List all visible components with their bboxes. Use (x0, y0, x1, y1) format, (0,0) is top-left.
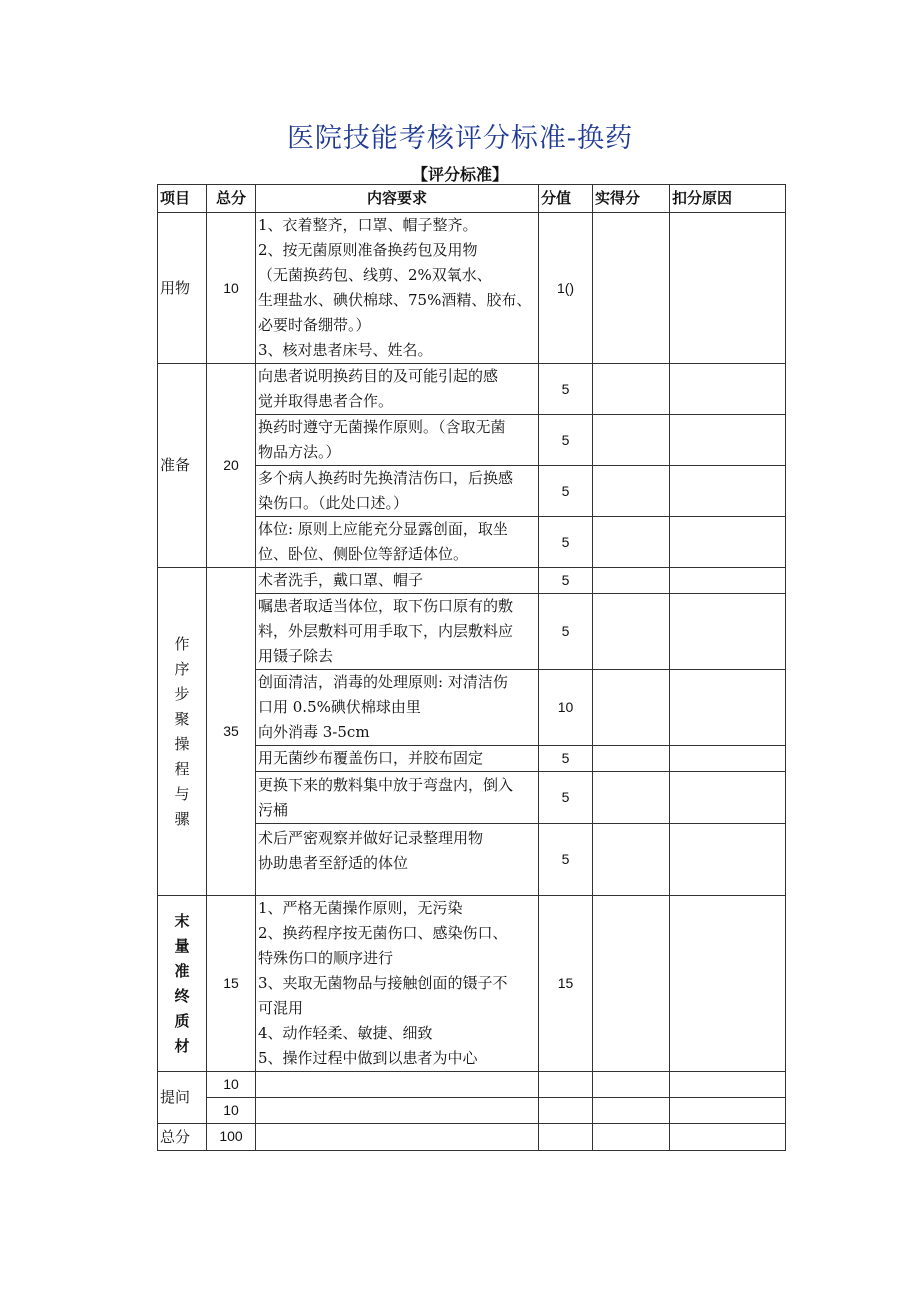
item-score: 15 (539, 896, 593, 1072)
item-content (256, 364, 539, 415)
table-row (158, 896, 786, 1072)
content-line: 1、严格无菌操作原则，无污染 (258, 899, 463, 917)
item-content (256, 213, 539, 364)
content-line: 协助患者至舒适的体位 (258, 854, 409, 872)
deduction-reason-cell (670, 364, 786, 415)
content-line: 特殊伤口的顺序进行 (258, 949, 394, 967)
empty-cell (539, 1124, 593, 1151)
table-row (158, 1124, 786, 1151)
empty-cell (256, 1072, 539, 1098)
item-total: 10 (207, 1072, 256, 1098)
actual-score-cell (593, 772, 670, 824)
content-line: 5、操作过程中做到以患者为中心 (258, 1049, 478, 1067)
item-score: 5 (539, 824, 593, 896)
item-content (256, 824, 539, 896)
content-line: 染伤口。（此处口述。） (258, 494, 409, 512)
actual-score-cell (593, 568, 670, 594)
item-score: 5 (539, 746, 593, 772)
header-actual: 实得分 (593, 185, 670, 213)
actual-score-cell (593, 594, 670, 670)
deduction-reason-cell (670, 213, 786, 364)
item-content (256, 517, 539, 568)
deduction-reason-cell (670, 772, 786, 824)
item-score: 5 (539, 594, 593, 670)
content-line: 用无菌纱布覆盖伤口，并胶布固定 (258, 749, 484, 767)
actual-score-cell (593, 670, 670, 746)
score-table (157, 184, 786, 1151)
content-line: 向患者说明换药目的及可能引起的感 (258, 367, 499, 385)
content-line: 3、核对患者床号、姓名。 (258, 341, 433, 359)
item-total: 100 (207, 1124, 256, 1151)
item-score: 10 (539, 670, 593, 746)
actual-score-cell (593, 364, 670, 415)
content-line: 觉并取得患者合作。 (258, 392, 394, 410)
content-line: 2、换药程序按无菌伤口、感染伤口、 (258, 924, 508, 942)
deduction-reason-cell (670, 746, 786, 772)
table-row (158, 364, 786, 415)
content-line: 体位: 原则上应能充分显露创面，取坐 (258, 520, 508, 538)
header-reason: 扣分原因 (670, 185, 786, 213)
item-name: 提问 (158, 1072, 207, 1124)
item-content (256, 772, 539, 824)
section-subtitle: 【评分标准】 (411, 165, 508, 184)
content-line: 术后严密观察并做好记录整理用物 (258, 829, 484, 847)
actual-score-cell (593, 517, 670, 568)
content-line: 口用 0.5%碘伏棉球由里 (258, 698, 421, 716)
content-line: 换药时遵守无菌操作原则。（含取无菌 (258, 418, 506, 436)
item-name: 总分 (158, 1124, 207, 1151)
actual-score-cell (593, 213, 670, 364)
content-line: 3、夹取无菌物品与接触创面的镊子不 (258, 974, 508, 992)
deduction-reason-cell (670, 824, 786, 896)
table-header-row (158, 185, 786, 213)
item-score: 5 (539, 568, 593, 594)
item-total: 35 (207, 568, 256, 896)
actual-score-cell (593, 746, 670, 772)
content-line: 术者洗手，戴口罩、帽子 (258, 571, 424, 589)
header-content: 内容要求 (256, 185, 539, 213)
content-line: 可混用 (258, 999, 304, 1017)
deduction-reason-cell (670, 415, 786, 466)
content-line: 2、按无菌原则准备换药包及用物 (258, 241, 478, 259)
item-content (256, 415, 539, 466)
header-total: 总分 (207, 185, 256, 213)
actual-score-cell (593, 1072, 670, 1098)
item-score: 1() (539, 213, 593, 364)
item-total: 15 (207, 896, 256, 1072)
content-line: 4、动作轻柔、敏捷、细致 (258, 1024, 433, 1042)
item-content (256, 568, 539, 594)
content-line: 1、衣着整齐，口罩、帽子整齐。 (258, 216, 478, 234)
actual-score-cell (593, 896, 670, 1072)
content-line: 生理盐水、碘伏棉球、75%酒精、胶布、 (258, 291, 532, 309)
deduction-reason-cell (670, 670, 786, 746)
item-name: 末量准终质材 (174, 911, 190, 1055)
content-line: 污桶 (258, 800, 289, 819)
actual-score-cell (593, 824, 670, 896)
deduction-reason-cell (670, 1098, 786, 1124)
item-name-vertical (158, 568, 207, 896)
content-line: 更换下来的敷料集中放于弯盘内，倒入 (258, 775, 514, 794)
item-score: 5 (539, 364, 593, 415)
actual-score-cell (593, 1098, 670, 1124)
content-line: 多个病人换药时先换清洁伤口，后换感 (258, 469, 514, 487)
item-content (256, 594, 539, 670)
deduction-reason-cell (670, 517, 786, 568)
empty-cell (256, 1098, 539, 1124)
content-line: 向外消毒 3-5cm (258, 723, 370, 741)
deduction-reason-cell (670, 896, 786, 1072)
empty-cell (539, 1072, 593, 1098)
item-total: 10 (207, 1098, 256, 1124)
item-score: 5 (539, 415, 593, 466)
item-total: 20 (207, 364, 256, 568)
item-content (256, 466, 539, 517)
deduction-reason-cell (670, 466, 786, 517)
content-line: 创面清洁，消毒的处理原则: 对清洁伤 (258, 673, 508, 691)
empty-cell (256, 1124, 539, 1151)
item-content (256, 896, 539, 1072)
content-line: 物品方法。） (258, 443, 341, 461)
content-line: （无菌换药包、线剪、2%双氧水、 (258, 266, 492, 284)
deduction-reason-cell (670, 568, 786, 594)
content-line: 位、卧位、侧卧位等舒适体位。 (258, 545, 469, 563)
item-name: 作序步聚操程与骡 (174, 634, 190, 828)
document-title: 医院技能考核评分标准-换药 (286, 123, 634, 154)
content-line: 用镊子除去 (258, 647, 334, 665)
item-name-vertical (158, 896, 207, 1072)
empty-cell (539, 1098, 593, 1124)
content-line: 料，外层敷料可用手取下，内层敷料应 (258, 622, 514, 640)
item-total: 10 (207, 213, 256, 364)
actual-score-cell (593, 1124, 670, 1151)
actual-score-cell (593, 466, 670, 517)
header-item: 项目 (158, 185, 207, 213)
content-line: 必要时备绷带。） (258, 316, 371, 334)
table-row (158, 1072, 786, 1098)
content-line: 嘱患者取适当体位，取下伤口原有的敷 (258, 597, 514, 615)
item-score: 5 (539, 517, 593, 568)
table-row (158, 213, 786, 364)
item-score: 5 (539, 772, 593, 824)
item-content (256, 670, 539, 746)
item-name: 用物 (158, 213, 207, 364)
item-content (256, 746, 539, 772)
table-row (158, 568, 786, 594)
deduction-reason-cell (670, 594, 786, 670)
header-score: 分值 (539, 185, 593, 213)
item-name: 准备 (158, 364, 207, 568)
table-row (158, 1098, 786, 1124)
deduction-reason-cell (670, 1072, 786, 1098)
item-score: 5 (539, 466, 593, 517)
actual-score-cell (593, 415, 670, 466)
deduction-reason-cell (670, 1124, 786, 1151)
